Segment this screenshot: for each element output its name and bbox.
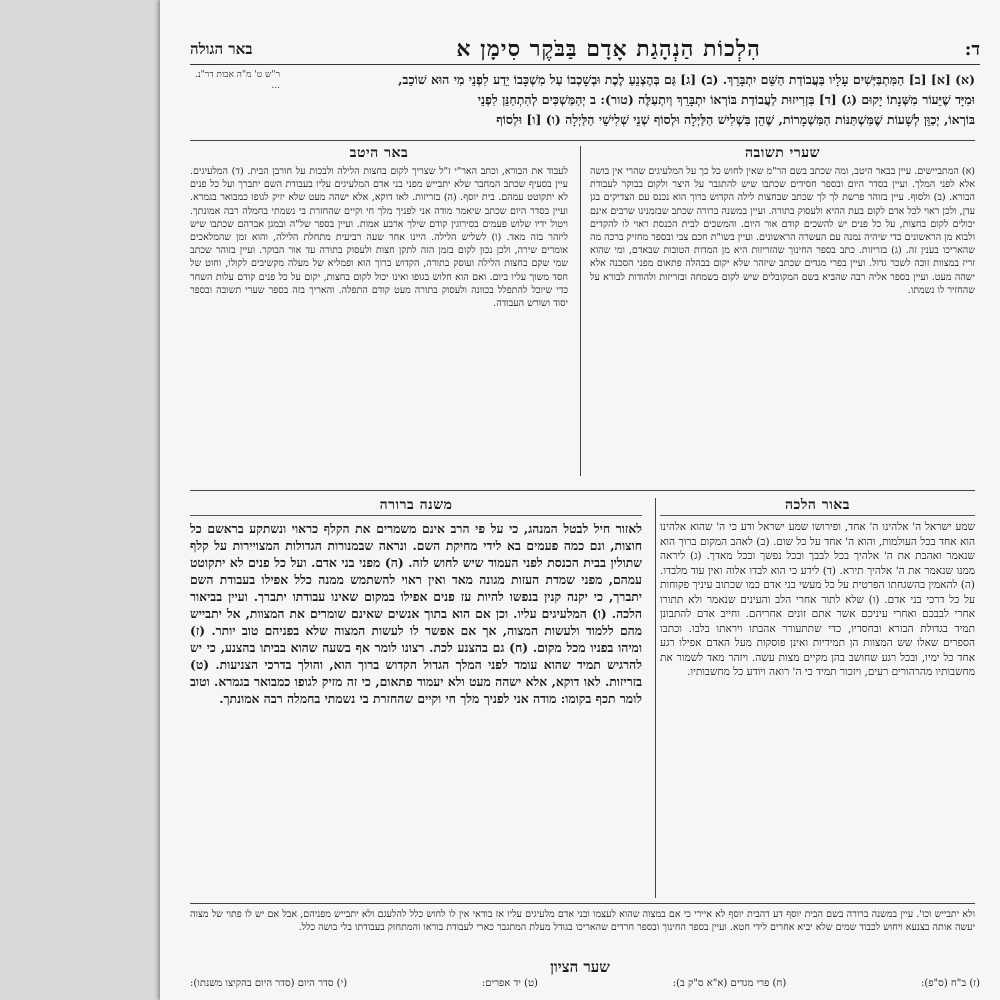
column-divider (580, 146, 581, 476)
mishnah-berurah-text: לאזור חיל לבטל המנהג, כי על פי הרב אינם משמרים את הקלף כראוי ונשתקע בראשם כל חוצות, ונם כמה פעמים בא לידי מחיקת השם. ונראה שבמנורות הגדולות המצויירות על קלף שתולין בבית הכנסת לפני העמוד שיש לחוש לזה. (ה) מפני בני אדם. ועל כל פנים לא יתקוטט עמהם, מפני שמדת העזות מגונה מאד ואין ראוי להשתמש ממנה כלל אפילו בעבודת השם יתברך, כי יקנה קנין בנפשו להיות עז פנים אפילו במקום שאינו עבודתו יתברך. ועיין בביאור הלכה. (ו) המלעיגים עליו. וכן אם הוא בתוך אנשים שאינם שומרים את המצוות, אל יתבייש מהם ללמוד ולעשות המצוה, אך אם אפשר לו לעשות המצוה שלא בפניהם טוב יותר. (ז) ומיהו בפניו מכל מקום. (ח) גם בהצנע לכת. רצונו לומר אף בשעה שהוא בביתו בהצנע, כי יש להרגיש תמיד שהוא עומד לפני המלך הגדול הקדוש ברוך הוא, והולך בדרכי הצניעות. (ט) בזריזות. לאו דוקא, אלא ישהה מעט ולא יעמוד פתאום, כי זה מזיק לגופו כמבואר בגמרא. וטוב לומר תכף בקומו: מודה אני לפניך מלך חי וקיים שהחזרת בי נשמתי בחמלה רבה אמונתך. (190, 521, 642, 706)
page-title: הִלְכוֹת הַנְהָגַת אָדָם בַּבֹּקֶר סִימָן א (456, 36, 761, 62)
margin-note: ר"ש ט' מ"ה אבות דר"נ. ... (194, 70, 280, 91)
main-text-top (290, 70, 975, 130)
shaarei-teshuvah-text: (א) המתביישים. עיין בבאר היטב, ומה שכתב בשם הר"מ שאין לחוש כל כך על המלעיגים שהרי אין בושה אלא לפני המלך. ועיין בסדר היום ובספר חסידים שכתבו שיש להתגבר על היצר ולקום בבוקר לעבודת הבורא. (ב) ולסוף. עיין בזוהר פרשת לך לך שכתב שבחצות לילה הקדוש ברוך הוא נכנס עם הצדיקים בגן עדן, ולכן ראוי לכל אדם לקום בעת ההיא ולעסוק בתורה. ועיין במשנה ברורה שכתב שבזמנינו שרבים אינם יכולים לקום בחצות, על כל פנים יש להשכים קודם אור היום. והמשכים לבית הכנסת ראוי לו להקדים ולבוא מן הראשונים כדי שיהיה נמנה עם העשרה הראשונים. ועיין בשו"ת חכם צבי ובספר מחזיק ברכה מה שהאריכו בענין זה. (ג) בזריזות. כתב בספר החינוך שהזריזות היא מן המדות הטובות שבאדם, ומי שהוא זריז במצוות זוכה לשכר גדול. ועיין בפרי מגדים שכתב שיזהר שלא יקום בבהלה פתאום מפני הסכנה אלא ישהה מעט. ועיין בספר אליה רבה שהביא בשם המקובלים שיש לקום בשמחה ובזריזות ולהודות לבורא על שהחזיר לו נשמתו. (590, 166, 975, 296)
footnote-item: (י) סדר היום (סדר היום בהקיצו משנתו): (190, 978, 348, 989)
mishnah-berurah-title: משנה ברורה (190, 498, 642, 516)
beer-heitev-text: לעבוד את הבורא, וכתב האר"י ז"ל שצריך לקום בחצות הלילה ולבכות על חורבן הבית. (ד) המלעיגים. עיין בסעיף שכתב המחבר שלא יתבייש מפני בני אדם המלעיגים עליו בעבודת השם יתברך ועל כל פנים לא יתקוטט עמהם. בית יוסף. (ה) בזריזות. לאו דוקא, אלא ישהה מעט שלא יזיק לגופו כמבואר בגמרא. ועיין בסדר היום שכתב שיאמר מודה אני לפניך מלך חי וקיים שהחזרת בי נשמתי בחמלה רבה אמונתך. ויטול ידיו שלוש פעמים בסירוגין קודם שילך ארבע אמות. ועיין בספר של"ה ובמגן אברהם שכתבו שיש ליזהר בזה מאד. (ו) לשליש הלילה. היינו אחר שעה רביעית מתחלת הלילה, והוא זמן שהמלאכים אומרים שירה, ולכן נכון לקום בזמן הזה לתקן חצות ולעסוק בתורה עד אור הבוקר. ועיין בזוהר שכתב שמי שקם בחצות הלילה ועוסק בתורה, הקדוש ברוך הוא ופמליא של מעלה מקשיבים לקולו, וחוט של חסד משוך עליו ביום. ואם הוא חלוש בגופו ואינו יכול לקום בחצות, יקום על כל פנים קודם עלות השחר כדי שיוכל להתפלל בכוונה ולעסוק בתורה מעט קודם התפלה. והאריך בזה בספר שערי תשובה ובספר יסוד ושורש העבודה. (190, 166, 568, 310)
mishnah-berurah-column (190, 498, 642, 898)
main-text-line: וּמִיָּד שֶׁיֵּעוֹר מִשְּׁנָתוֹ יָקוּם (ג) [ד] בִּזְרִיזוּת לַעֲבוֹדַת בּוֹרְאוֹ יִתְבָּרֵךְ וְיִתְעַלֶּה (טור): ב יְהַמַּשְׁכִּים לְהִתְחַנֵּן לִפְנֵי (477, 92, 975, 107)
shaarei-teshuvah-column (590, 146, 975, 478)
section-divider (190, 140, 975, 141)
bottom-note-text: ולא יתבייש וכו'. עיין במשנה ברורה בשם הבית יוסף דע דהבית יוסף לא איירי כי אם במצוה שהוא לעצמו ובני אדם מלעיגים עליו אז בודאי אין לו לחוש כלל להלעגם ולא יתבייש מפניהם, אבל אם יש לו פתוי של מצוה יעשה אותה בצנעא ויחוש לכבוד שמים שלא יביא אחרים לידי חטא. ועיין בספר החינוך ובספר חרדים שהאריכו בגודל מעלת המתגבר כארי לעבודת בוראו והמתחזק בעבודתו בלי בושה כלל. (190, 909, 975, 934)
page-header (190, 34, 980, 65)
section-divider (190, 903, 975, 904)
book-page (160, 0, 1000, 1000)
footnote-item: (ח) פרי מגדים (א"א ס"ק ב): (672, 978, 787, 989)
beer-hagolah-label: באר הגולה (190, 39, 253, 58)
biur-halacha-text: שמע ישראל ה' אלהינו ה' אחד, ופירושו שמע ישראל ודע כי ה' שהוא אלהינו הוא אחד בכל העולמות, והוא ה' אחד על כל שום. (ב) לאהב המקום ברוך הוא שנאמר ואהבת את ה' אלהיך בכל לבבך ובכל נפשך ובכל מאדך. (ג) ליראה ממנו שנאמר את ה' אלהיך תירא. (ד) לידע כי הוא לבדו אלוה ואין עוד מלבדו. (ה) להאמין בהשגחתו הפרטית על כל מעשי בני אדם כמו שכתוב עיניך פקוחות על כל דרכי בני אדם. (ו) שלא לתור אחרי הלב והעינים שנאמר ולא תתורו אחרי לבבכם ואחרי עיניכם אשר אתם זונים אחריהם. וחייב אדם להתבונן תמיד בגדולת הבורא ובחסדיו, כדי שתתעורר אהבתו ויראתו בלבו. וכתבו הספרים שאלו שש המצוות הן תמידיות ואינן פוסקות מעל האדם אפילו רגע אחד כל ימיו, ובכל רגע שחושב בהן מקיים מצות עשה. ויזהר מאד לשמור את מחשבותיו מהרהורים רעים, ויזכור תמיד כי ה' רואה ויודע כל מחשבותיו. (660, 521, 975, 678)
page-number: ד: (964, 38, 980, 60)
footnote-item: (ז) ב"ח (ס"פ): (921, 978, 980, 989)
main-text-line: (א) [א] [ב] הַמִּתְבַּיְּשִׁים עָלָיו בַּעֲבוֹדַת הַשֵּׁם יִתְבָּרֵךְ. (ב) [ג] גַּם בְּהֶצְנֵעַ לֶכֶת וּבְשָׁכְבוֹ עַל מִשְׁכָּבוֹ יֵדַע לִפְנֵי מִי הוּא שׁוֹכֵב, (398, 72, 975, 87)
beer-heitev-title: באר היטב (349, 146, 409, 161)
footnote-item: (ט) יד אפרים: (481, 978, 538, 989)
column-divider (655, 498, 656, 898)
beer-heitev-column (190, 146, 568, 478)
shaar-hatziyun-title: שער הציון (550, 958, 610, 976)
main-text-line: בּוֹרְאוֹ, יְכַוֵּן לְשָׁעוֹת שֶׁמִּשְׁתַּנּוֹת הַמִּשְׁמָרוֹת, שֶׁהֵן בִּשְׁלִישׁ הַלַּיְלָה וּלְסוֹף שְׁנֵי שְׁלִישֵׁי הַלַּיְלָה (ו) [ו] וּלְסוֹף (496, 112, 975, 127)
biur-halacha-title: באור הלכה (660, 498, 975, 516)
section-divider (190, 490, 975, 491)
bottom-note (190, 908, 975, 952)
shaarei-teshuvah-title: שערי תשובה (744, 146, 821, 161)
shaar-hatziyun-items (190, 978, 980, 989)
biur-halacha-column (660, 498, 975, 898)
